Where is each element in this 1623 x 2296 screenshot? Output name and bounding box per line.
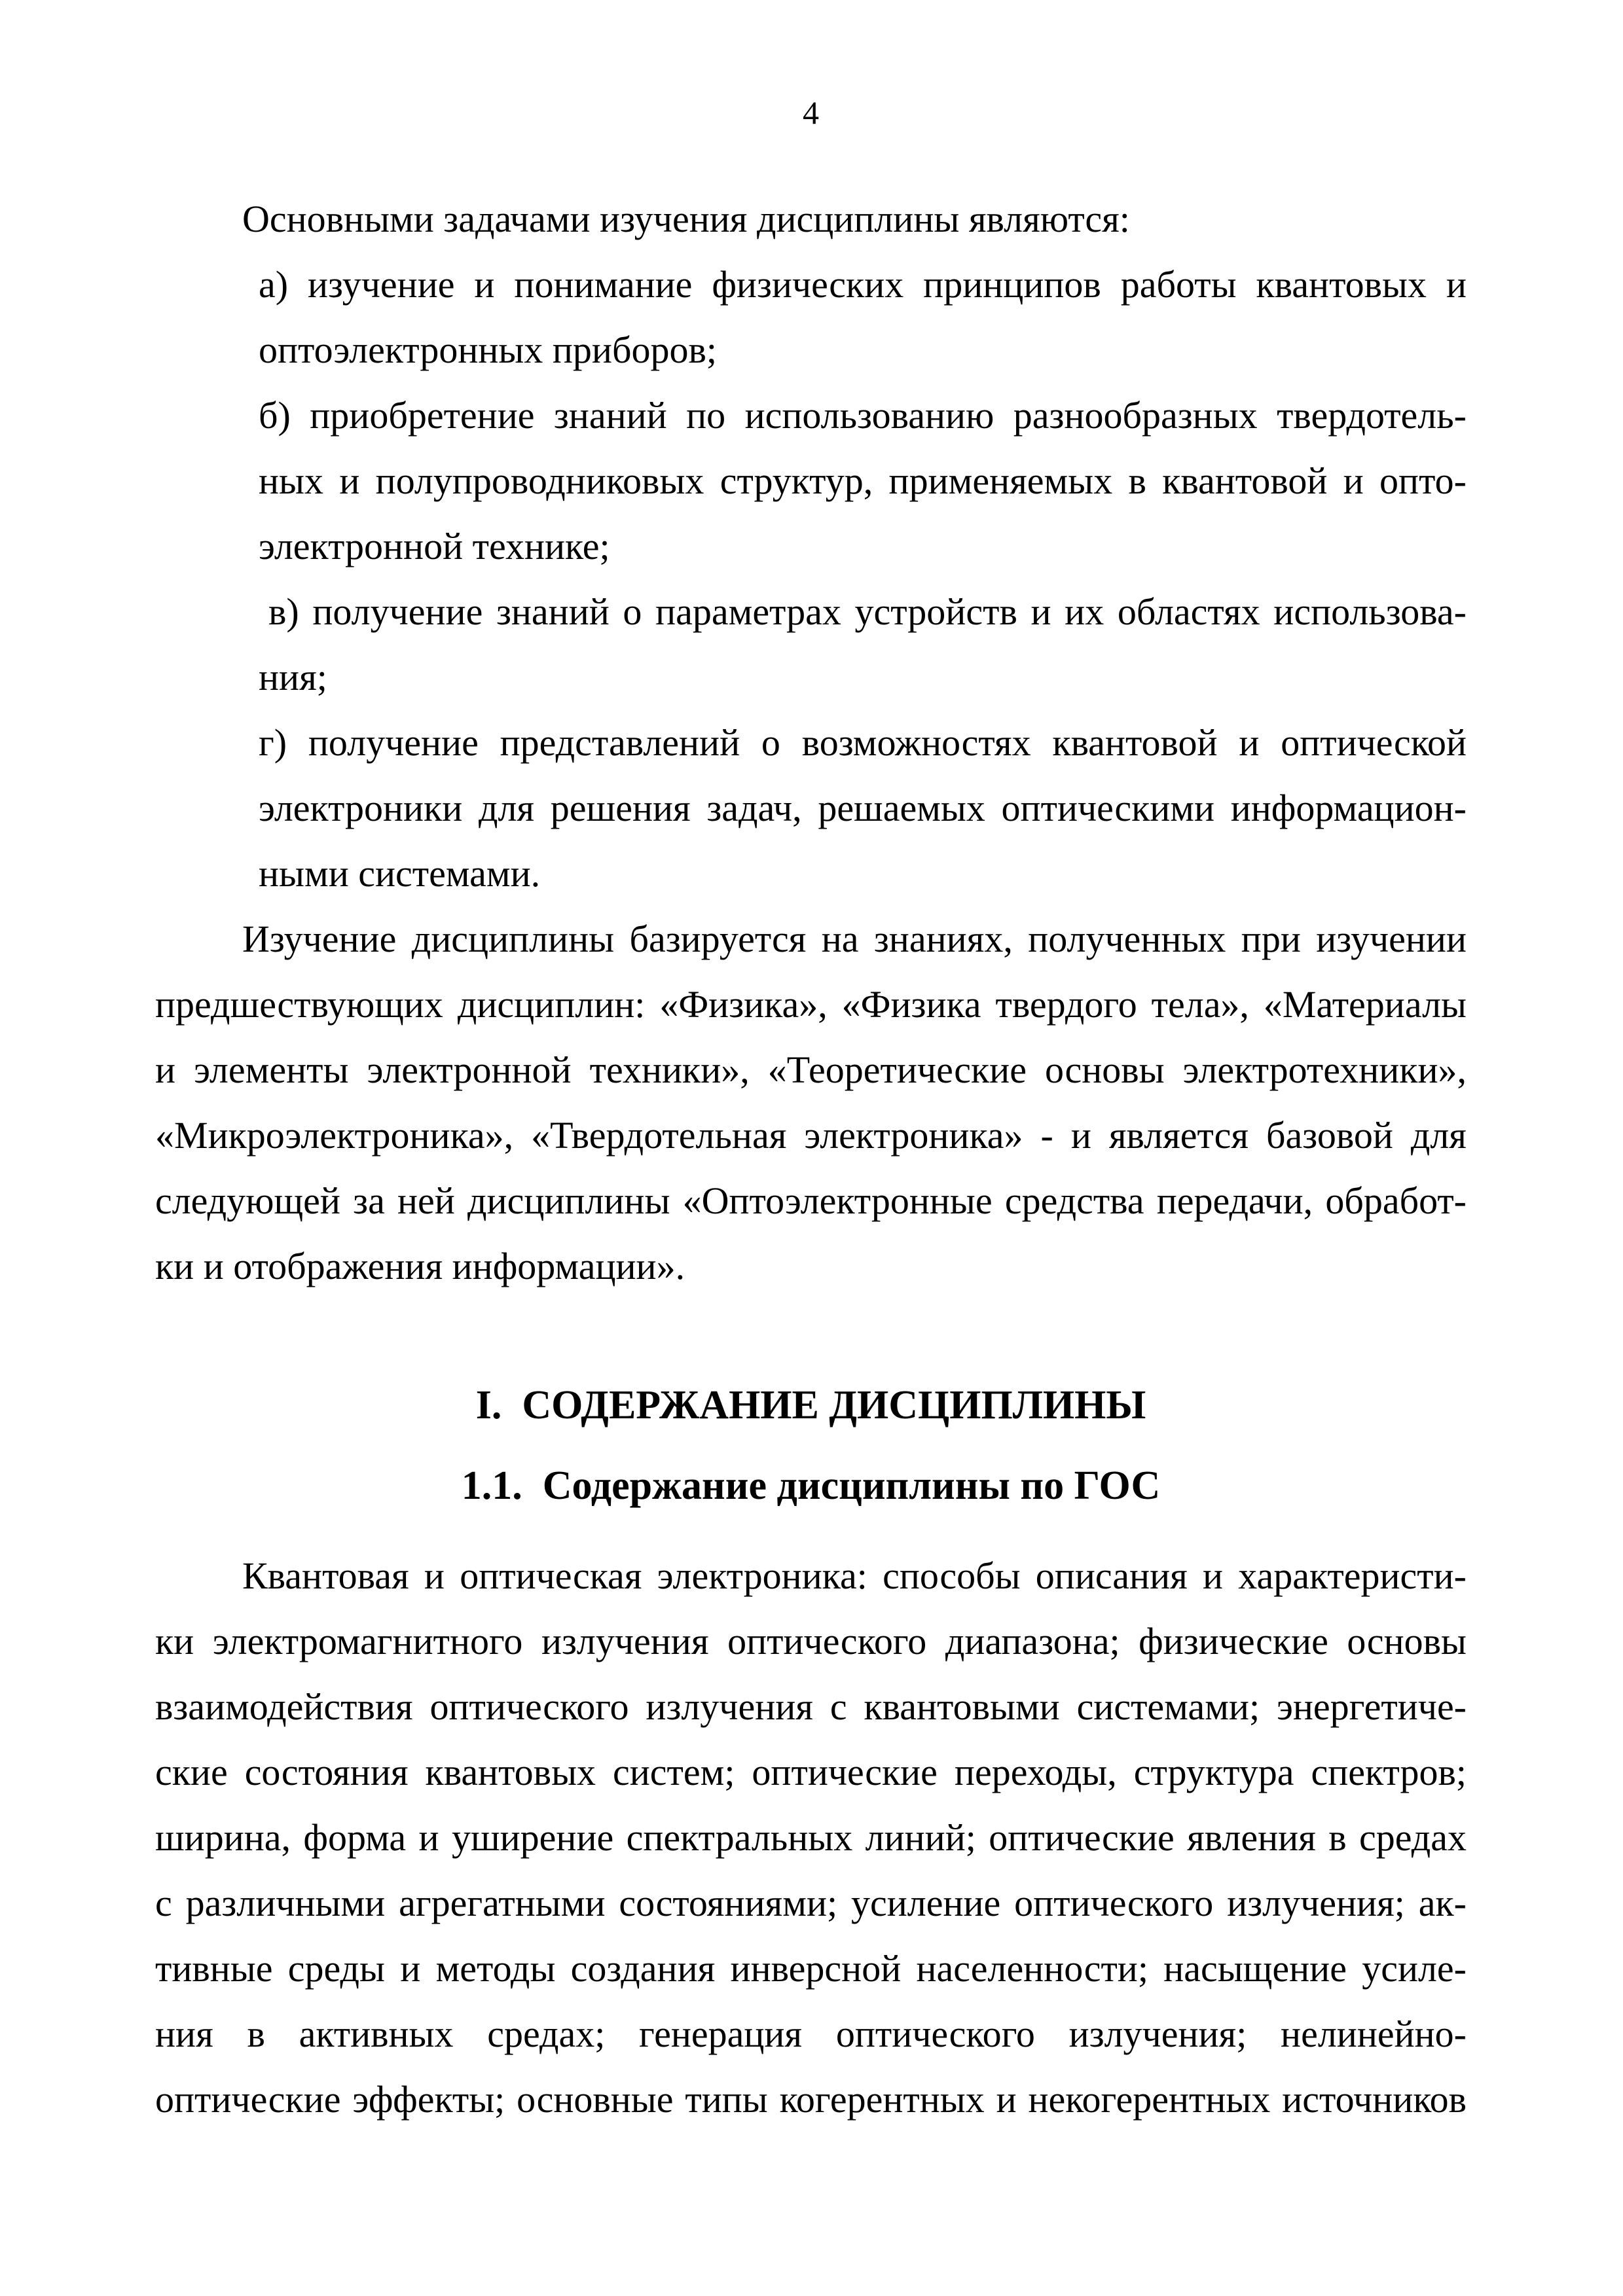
text-line: ские состояния квантовых систем; оптические переходы, структура спектров; bbox=[155, 1751, 1467, 1793]
paragraph-objectives-intro bbox=[155, 187, 1467, 252]
paragraph-gos-content bbox=[155, 1543, 1467, 2132]
objective-item-a bbox=[259, 252, 1467, 383]
text-line: предшествующих дисциплин: «Физика», «Физика твердого тела», «Материалы bbox=[155, 983, 1467, 1026]
text-line: в) получение знаний о параметрах устройств и их областях использова- bbox=[268, 590, 1467, 633]
subsection-heading: 1.1. Содержание дисциплины по ГОС bbox=[461, 1463, 1161, 1508]
text-line: тивные среды и методы создания инверсной населенности; насыщение усиле- bbox=[155, 1947, 1467, 1990]
objective-item-g bbox=[259, 710, 1467, 906]
text-line: ширина, форма и уширение спектральных линий; оптические явления в средах bbox=[155, 1816, 1467, 1859]
text-line: оптоэлектронных приборов; bbox=[259, 329, 717, 371]
text-line: ния в активных средах; генерация оптического излучения; нелинейно- bbox=[155, 2013, 1467, 2055]
text-line: «Микроэлектроника», «Твердотельная электроника» - и является базовой для bbox=[155, 1114, 1467, 1157]
text-line: оптические эффекты; основные типы когерентных и некогерентных источников bbox=[155, 2078, 1467, 2121]
text-line: и элементы электронной техники», «Теоретические основы электротехники», bbox=[155, 1049, 1467, 1091]
objectives-list bbox=[259, 252, 1467, 906]
text-line: б) приобретение знаний по использованию разнообразных твердотель- bbox=[259, 394, 1467, 437]
text-line: Основными задачами изучения дисциплины являются: bbox=[242, 198, 1130, 240]
text-line: ными системами. bbox=[259, 852, 541, 895]
text-line: электронной технике; bbox=[259, 525, 610, 567]
text-line: г) получение представлений о возможностях квантовой и оптической bbox=[259, 721, 1467, 764]
text-line: ных и полупроводниковых структур, применяемых в квантовой и опто- bbox=[259, 459, 1467, 502]
text-line: с различными агрегатными состояниями; усиление оптического излучения; ак- bbox=[155, 1882, 1467, 1924]
paragraph-course-basis bbox=[155, 906, 1467, 1299]
objective-item-v bbox=[259, 579, 1467, 710]
text-line: а) изучение и понимание физических принципов работы квантовых и bbox=[259, 263, 1467, 306]
text-line: ки электромагнитного излучения оптического диапазона; физические основы bbox=[155, 1620, 1467, 1662]
text-line: Изучение дисциплины базируется на знаниях, полученных при изучении bbox=[242, 918, 1467, 960]
text-line: электроники для решения задач, решаемых оптическими информацион- bbox=[259, 787, 1467, 829]
text-line: Квантовая и оптическая электроника: способы описания и характеристи- bbox=[242, 1554, 1467, 1597]
text-line: ки и отображения информации». bbox=[155, 1245, 685, 1287]
objective-item-b bbox=[259, 383, 1467, 579]
section-heading: I. СОДЕРЖАНИЕ ДИСЦИПЛИНЫ bbox=[475, 1383, 1146, 1427]
text-line: следующей за ней дисциплины «Оптоэлектронные средства передачи, обработ- bbox=[155, 1179, 1467, 1222]
text-line: ния; bbox=[259, 656, 327, 698]
text-line: взаимодействия оптического излучения с квантовыми системами; энергетиче- bbox=[155, 1685, 1467, 1728]
page-number: 4 bbox=[803, 94, 819, 131]
